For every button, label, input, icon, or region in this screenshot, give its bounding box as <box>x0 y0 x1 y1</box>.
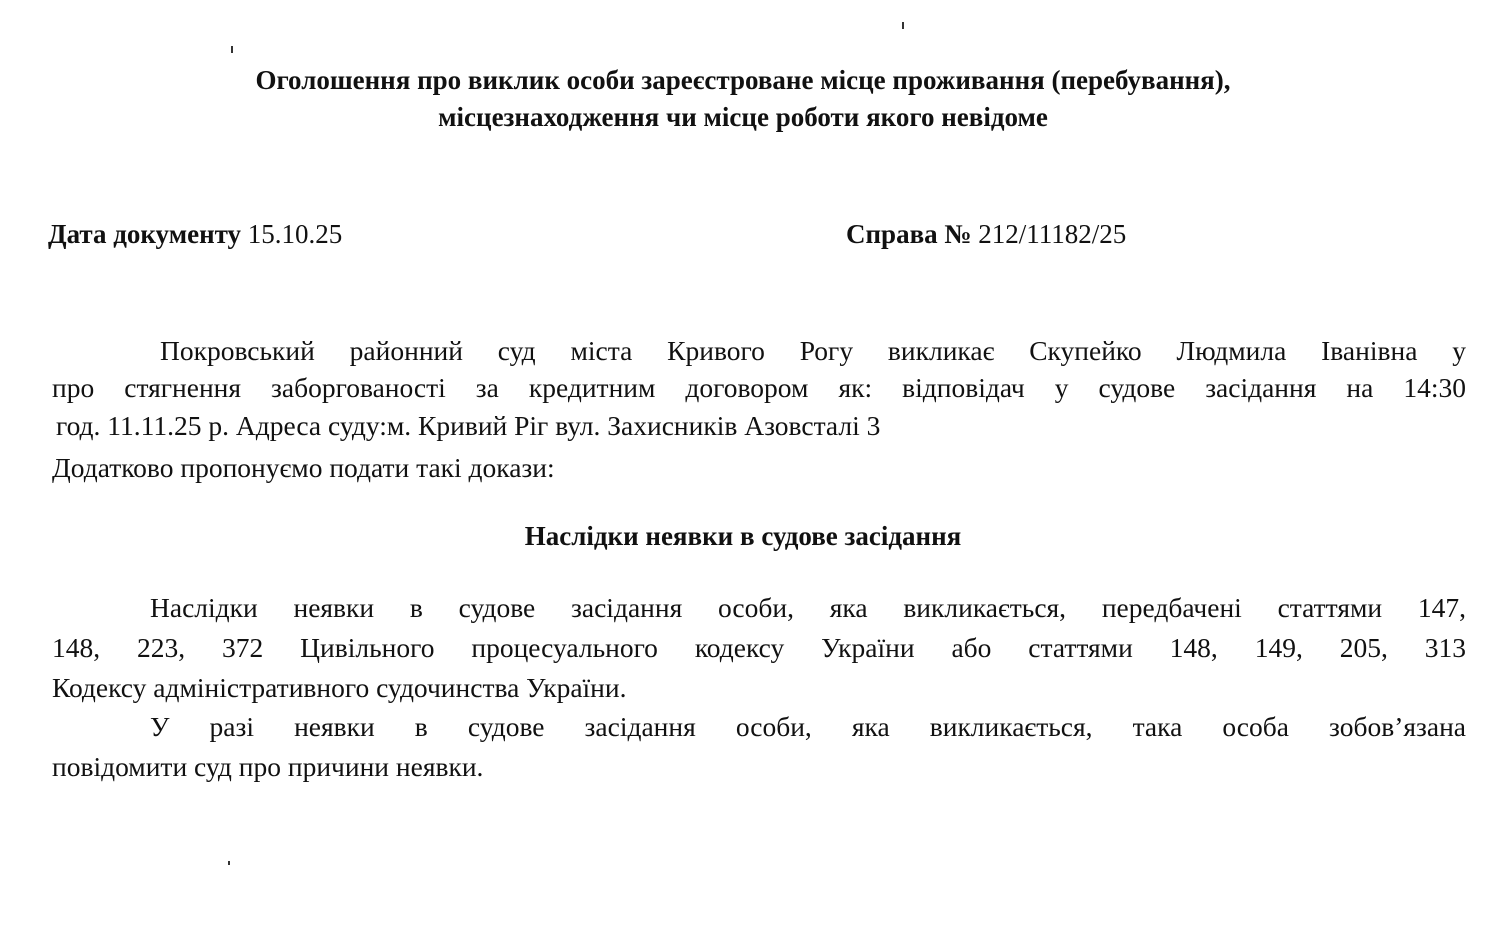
case-label: Справа № <box>846 219 972 249</box>
date-label: Дата документу <box>48 219 242 249</box>
document-title-line-1: Оголошення про виклик особи зареєстроване місце проживання (перебування), <box>255 65 1231 95</box>
consequences-p2-line-2: повідомити суд про причини неявки. <box>52 751 484 782</box>
summons-line-2: про стягнення заборгованості за кредитним договором як: відповідач у судове засідання на 14:30 <box>52 372 1466 403</box>
scan-speck <box>228 861 230 865</box>
case-number <box>846 214 1126 254</box>
consequences-p1-line-3: Кодексу адміністративного судочинства України. <box>52 672 627 703</box>
document-title-line-2: місцезнаходження чи місце роботи якого невідоме <box>438 102 1048 132</box>
consequences-p1-line-2: 148, 223, 372 Цивільного процесуального кодексу України або статтями 148, 149, 205, 313 <box>52 632 1466 663</box>
consequences-p2-line-1: У разі неявки в судове засідання особи, яка викликається, така особа зобов’язана <box>150 711 1466 742</box>
consequences-title: Наслідки неявки в судове засідання <box>524 521 962 551</box>
case-value: 212/11182/25 <box>978 219 1127 249</box>
evidence-line: Додатково пропонуємо подати такі докази: <box>52 452 555 483</box>
summons-line-1: Покровський районний суд міста Кривого Рогу викликає Скупейко Людмила Іванівна у <box>160 335 1466 366</box>
scan-speck <box>231 46 233 53</box>
date-value: 15.10.25 <box>247 219 343 249</box>
summons-line-3: год. 11.11.25 р. Адреса суду:м. Кривий Ріг вул. Захисників Азовсталі 3 <box>56 410 881 441</box>
document-date <box>48 214 342 254</box>
scan-speck <box>902 22 904 29</box>
consequences-p1-line-1: Наслідки неявки в судове засідання особи, яка викликається, передбачені статтями 147, <box>150 592 1466 623</box>
